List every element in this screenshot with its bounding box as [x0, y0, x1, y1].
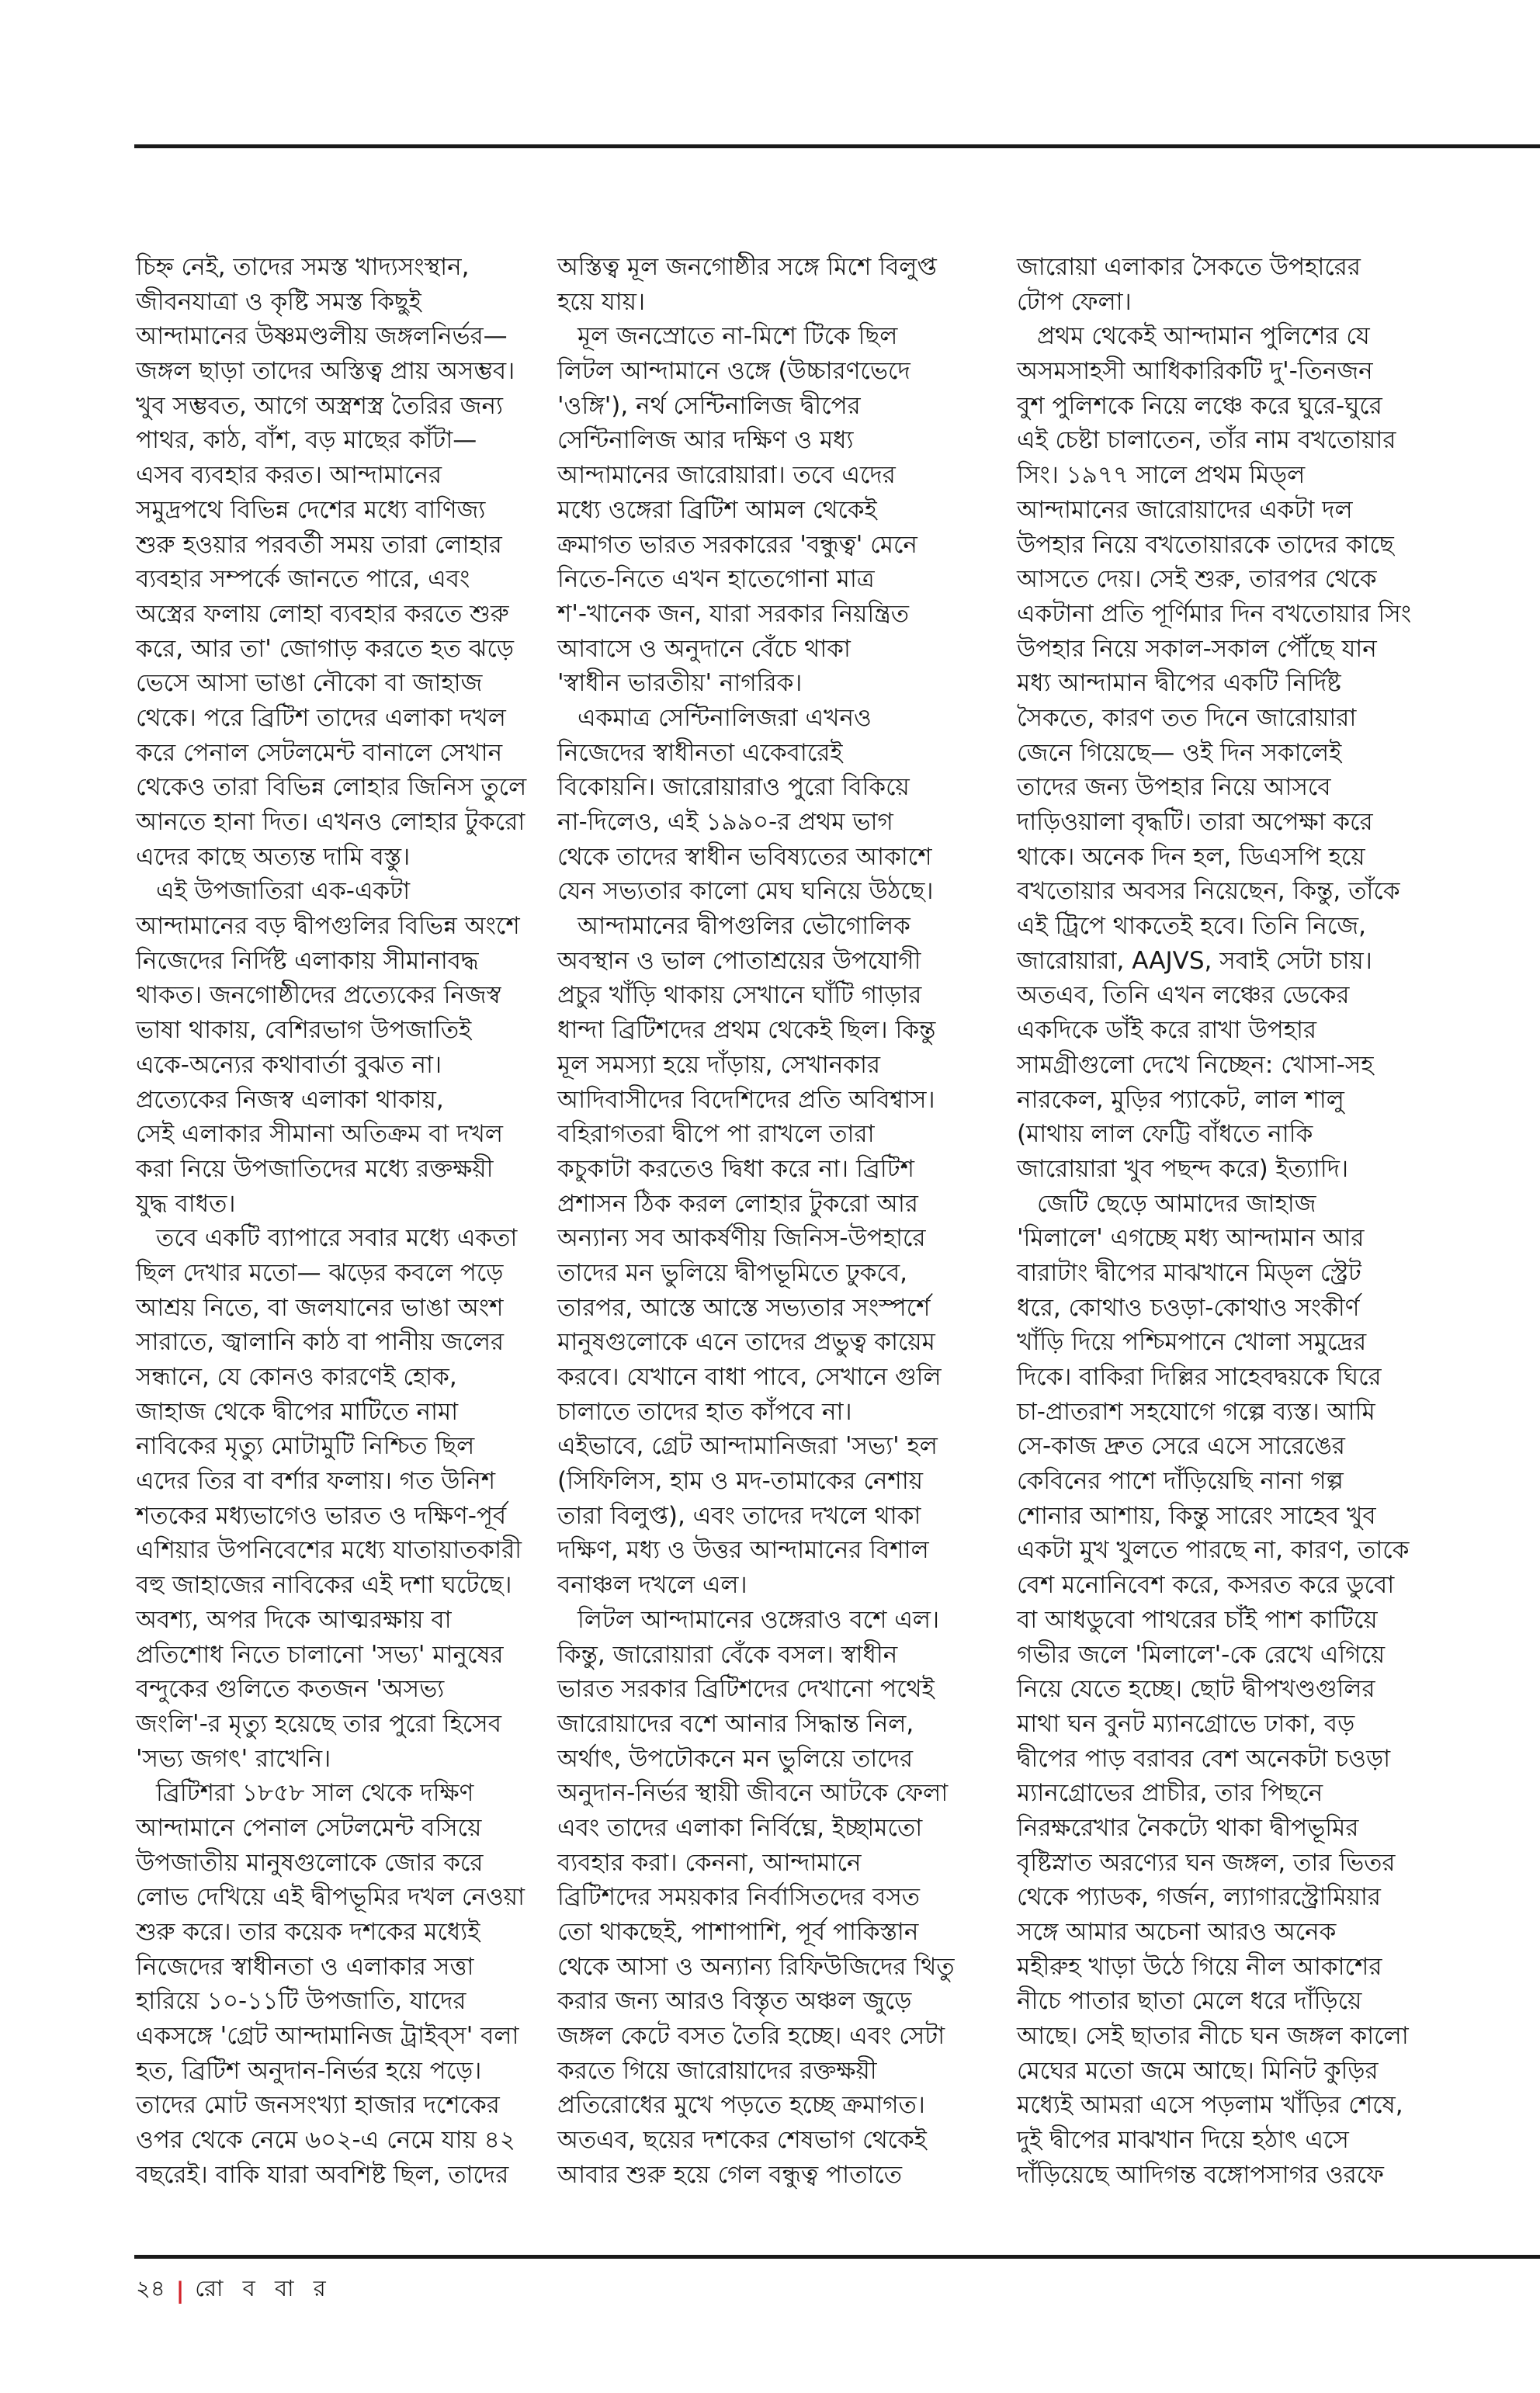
text-line: থেকে আসা ও অন্যান্য রিফিউজিদের থিতু — [557, 1952, 955, 1981]
text-line: প্রশাসন ঠিক করল লোহার টুকরো আর — [557, 1189, 918, 1218]
text-line: মূল সমস্যা হয়ে দাঁড়ায়, সেখানকার — [557, 1050, 881, 1079]
text-line: করবে। যেখানে বাধা পাবে, সেখানে গুলি — [557, 1363, 942, 1391]
text-line: বুশ পুলিশকে নিয়ে লঞ্চে করে ঘুরে-ঘুরে — [1017, 391, 1382, 420]
text-line: তবে একটি ব্যাপারে সবার মধ্যে একতা — [156, 1224, 518, 1253]
text-line: তাদের মন ভুলিয়ে দ্বীপভূমিতে ঢুকবে, — [557, 1258, 907, 1287]
text-line: জাহাজ থেকে দ্বীপের মাটিতে নামা — [136, 1397, 459, 1426]
text-line: নীচে পাতার ছাতা মেলে ধরে দাঁড়িয়ে — [1017, 1987, 1362, 2016]
text-line: লিটল আন্দামানের ওঙ্গেরাও বশে এল। — [578, 1605, 940, 1634]
text-line: হারিয়ে ১০-১১টি উপজাতি, যাদের — [136, 1987, 467, 2016]
text-line: আবার শুরু হয়ে গেল বন্ধুত্ব পাতাতে — [557, 2160, 903, 2189]
text-line: ব্রিটিশরা ১৮৫৮ সাল থেকে দক্ষিণ — [156, 1779, 474, 1808]
text-line: এসব ব্যবহার করত। আন্দামানের — [136, 461, 442, 490]
text-line: আদিবাসীদের বিদেশিদের প্রতি অবিশ্বাস। — [557, 1085, 935, 1114]
text-line: নিয়ে যেতে হচ্ছে। ছোট দ্বীপখণ্ডগুলির — [1017, 1675, 1375, 1704]
text-line: সেন্টিনালিজ আর দক্ষিণ ও মধ্য — [557, 426, 854, 455]
text-line: না-দিলেও, এই ১৯৯০-র প্রথম ভাগ — [557, 808, 893, 836]
text-line: (মাথায় লাল ফেট্টি বাঁধতে নাকি — [1017, 1120, 1313, 1149]
text-line: জারোয়াদের বশে আনার সিদ্ধান্ত নিল, — [557, 1709, 914, 1738]
paragraph — [136, 250, 571, 874]
text-line: বখতোয়ার অবসর নিয়েছেন, কিন্তু, তাঁকে — [1017, 877, 1400, 906]
text-line: প্রতিরোধের মুখে পড়তে হচ্ছে ক্রমাগত। — [557, 2091, 925, 2120]
text-line: ব্রিটিশদের সময়কার নির্বাসিতদের বসত — [557, 1883, 921, 1912]
text-line: একে-অন্যের কথাবার্তা বুঝত না। — [136, 1050, 442, 1079]
text-line: অর্থাৎ, উপঢৌকনে মন ভুলিয়ে তাদের — [557, 1744, 913, 1773]
text-line: লোভ দেখিয়ে এই দ্বীপভূমির দখল নেওয়া — [136, 1883, 525, 1912]
text-line: মধ্য আন্দামান দ্বীপের একটি নির্দিষ্ট — [1017, 669, 1341, 698]
text-line: চালাতে তাদের হাত কাঁপবে না। — [557, 1397, 852, 1426]
text-line: বিকোয়নি। জারোয়ারাও পুরো বিকিয়ে — [557, 773, 910, 802]
text-line: আন্দামানের বড় দ্বীপগুলির বিভিন্ন অংশে — [136, 912, 520, 941]
text-line: ব্যবহার করা। কেননা, আন্দামানে — [557, 1848, 862, 1877]
text-line: আবাসে ও অনুদানে বেঁচে থাকা — [557, 634, 851, 663]
paragraph — [1017, 250, 1452, 319]
text-line: ভারত সরকার ব্রিটিশদের দেখানো পথেই — [557, 1675, 935, 1704]
text-line: বারাটাং দ্বীপের মাঝখানে মিড্ল স্ট্রেট — [1017, 1258, 1361, 1287]
text-line: থেকে। পরে ব্রিটিশ তাদের এলাকা দখল — [136, 703, 506, 732]
text-line: প্রচুর খাঁড়ি থাকায় সেখানে ঘাঁটি গাড়ার — [557, 981, 922, 1010]
text-line: উপহার নিয়ে সকাল-সকাল পৌঁছে যান — [1017, 634, 1377, 663]
text-line: জারোয়ারা, AAJVS, সবাই সেটা চায়। — [1017, 946, 1372, 975]
text-line: বনাঞ্চল দখলে এল। — [557, 1571, 747, 1600]
text-line: বা আধডুবো পাথরের চাঁই পাশ কাটিয়ে — [1017, 1605, 1378, 1634]
text-line: থেকেও তারা বিভিন্ন লোহার জিনিস তুলে — [136, 773, 527, 802]
text-line: বহু জাহাজের নাবিকের এই দশা ঘটেছে। — [136, 1571, 512, 1600]
text-line: মেঘের মতো জমে আছে। মিনিট কুড়ির — [1017, 2056, 1379, 2085]
text-line: এই উপজাতিরা এক-একটা — [156, 877, 411, 906]
paragraph — [1017, 319, 1452, 1186]
text-line: মধ্যে ওঙ্গেরা ব্রিটিশ আমল থেকেই — [557, 495, 877, 524]
text-line: থেকে প্যাডক, গর্জন, ল্যাগারস্ট্রোমিয়ার — [1017, 1883, 1381, 1912]
text-line: শতকের মধ্যভাগেও ভারত ও দক্ষিণ-পূর্ব — [136, 1501, 507, 1530]
text-line: থাকে। অনেক দিন হল, ডিএসপি হয়ে — [1017, 842, 1365, 871]
text-line: উপহার নিয়ে বখতোয়ারকে তাদের কাছে — [1017, 530, 1394, 559]
paragraph — [557, 1603, 992, 2193]
text-line: বছরেই। বাকি যারা অবশিষ্ট ছিল, তাদের — [136, 2160, 509, 2189]
text-line: দুই দ্বীপের মাঝখান দিয়ে হঠাৎ এসে — [1017, 2126, 1349, 2155]
text-line: অতএব, তিনি এখন লঞ্চের ডেকের — [1017, 981, 1350, 1010]
top-divider — [134, 144, 1540, 148]
text-line: বন্দুকের গুলিতে কতজন 'অসভ্য — [136, 1675, 445, 1704]
text-line: যেন সভ্যতার কালো মেঘ ঘনিয়ে উঠছে। — [557, 877, 934, 906]
text-line: লিটল আন্দামানে ওঙ্গে (উচ্চারণভেদে — [557, 357, 910, 386]
text-line: চা-প্রাতরাশ সহযোগে গল্পে ব্যস্ত। আমি — [1017, 1397, 1375, 1426]
text-line: আন্দামানের জারোয়াদের একটা দল — [1017, 495, 1353, 524]
text-line: আন্দামানে পেনাল সেটলমেন্ট বসিয়ে — [136, 1813, 482, 1842]
text-line: অনুদান-নির্ভর স্থায়ী জীবনে আটকে ফেলা — [557, 1779, 949, 1808]
text-line: ক্রমাগত ভারত সরকারের 'বন্ধুত্ব' মেনে — [557, 530, 917, 559]
text-line: করার জন্য আরও বিস্তৃত অঞ্চল জুড়ে — [557, 1987, 912, 2016]
text-line: একটানা প্রতি পূর্ণিমার দিন বখতোয়ার সিং — [1017, 599, 1412, 628]
bottom-divider — [134, 2255, 1540, 2259]
text-line: চিহ্ন নেই, তাদের সমস্ত খাদ্যসংস্থান, — [136, 253, 470, 281]
text-line: তো থাকছেই, পাশাপাশি, পূর্ব পাকিস্তান — [557, 1918, 919, 1946]
text-line: খুব সম্ভবত, আগে অস্ত্রশস্ত্র তৈরির জন্য — [136, 391, 504, 420]
text-line: 'সভ্য জগৎ' রাখেনি। — [136, 1744, 331, 1773]
text-line: বেশ মনোনিবেশ করে, কসরত করে ডুবো — [1017, 1571, 1395, 1600]
text-line: জারোয়ারা খুব পছন্দ করে) ইত্যাদি। — [1017, 1154, 1349, 1183]
text-line: এই ট্রিপে থাকতেই হবে। তিনি নিজে, — [1017, 912, 1366, 941]
text-line: উপজাতীয় মানুষগুলোকে জোর করে — [136, 1848, 484, 1877]
text-line: তারপর, আস্তে আস্তে সভ্যতার সংস্পর্শে — [557, 1293, 931, 1322]
text-line: একদিকে ডাঁই করে রাখা উপহার — [1017, 1016, 1317, 1045]
text-line: 'মিলালে' এগচ্ছে মধ্য আন্দামান আর — [1017, 1224, 1365, 1253]
text-line: নারকেল, মুড়ির প্যাকেট, লাল শালু — [1017, 1085, 1344, 1114]
text-line: থেকে তাদের স্বাধীন ভবিষ্যতের আকাশে — [557, 842, 932, 871]
text-line: আনতে হানা দিত। এখনও লোহার টুকরো — [136, 808, 525, 836]
text-line: এইভাবে, গ্রেট আন্দামানিজরা 'সভ্য' হল — [557, 1432, 938, 1461]
text-line: 'স্বাধীন ভারতীয়' নাগরিক। — [557, 669, 803, 698]
page-number: ২৪ — [136, 2275, 165, 2301]
text-line: প্রতিশোধ নিতে চালানো 'সভ্য' মানুষের — [136, 1640, 504, 1669]
text-line: থাকত। জনগোষ্ঠীদের প্রত্যেকের নিজস্ব — [136, 981, 501, 1010]
text-line: অবস্থান ও ভাল পোতাশ্রয়ের উপযোগী — [557, 946, 921, 975]
text-line: দিকে। বাকিরা দিল্লির সাহেবদ্বয়কে ঘিরে — [1017, 1363, 1382, 1391]
text-line: অস্তিত্ব মূল জনগোষ্ঠীর সঙ্গে মিশে বিলুপ্ত — [557, 253, 937, 281]
text-line: অবশ্য, অপর দিকে আত্মরক্ষায় বা — [136, 1605, 452, 1634]
text-line: আছে। সেই ছাতার নীচে ঘন জঙ্গল কালো — [1017, 2022, 1409, 2051]
paragraph — [557, 250, 992, 319]
text-line: একসঙ্গে 'গ্রেট আন্দামানিজ ট্রাইব্স' বলা — [136, 2022, 519, 2051]
text-line: জঙ্গল ছাড়া তাদের অস্তিত্ব প্রায় অসম্ভব। — [136, 357, 515, 386]
text-line: দ্বীপের পাড় বরাবর বেশ অনেকটা চওড়া — [1017, 1744, 1391, 1773]
text-line: পাথর, কাঠ, বাঁশ, বড় মাছের কাঁটা— — [136, 426, 477, 455]
text-line: এশিয়ার উপনিবেশের মধ্যে যাতায়াতকারী — [136, 1536, 522, 1565]
text-line: হত, ব্রিটিশ অনুদান-নির্ভর হয়ে পড়ে। — [136, 2056, 482, 2085]
text-line: এই চেষ্টা চালাতেন, তাঁর নাম বখতোয়ার — [1017, 426, 1396, 455]
text-line: সিং। ১৯৭৭ সালে প্রথম মিড্ল — [1017, 461, 1306, 490]
text-line: অন্যান্য সব আকর্ষণীয় জিনিস-উপহারে — [557, 1224, 926, 1253]
paragraph — [557, 319, 992, 701]
paragraph — [1017, 1187, 1452, 2193]
text-line: দাড়িওয়ালা বৃদ্ধটি। তারা অপেক্ষা করে — [1017, 808, 1373, 836]
text-line: অতএব, ছয়ের দশকের শেষভাগ থেকেই — [557, 2126, 927, 2155]
paragraph — [136, 1221, 571, 1776]
text-line: কচুকাটা করতেও দ্বিধা করে না। ব্রিটিশ — [557, 1154, 914, 1183]
text-line: যুদ্ধ বাধত। — [136, 1189, 236, 1218]
text-line: শ'-খানেক জন, যারা সরকার নিয়ন্ত্রিত — [557, 599, 909, 628]
footer-separator: | — [175, 2277, 185, 2304]
text-line: করতে গিয়ে জারোয়াদের রক্তক্ষয়ী — [557, 2056, 877, 2085]
text-line: অস্ত্রের ফলায় লোহা ব্যবহার করতে শুরু — [136, 599, 509, 628]
paragraph — [136, 874, 571, 1221]
page-footer — [136, 2271, 332, 2309]
text-line: সৈকতে, কারণ তত দিনে জারোয়ারা — [1017, 703, 1357, 732]
text-line: নিজেদের স্বাধীনতা একেবারেই — [557, 738, 843, 767]
text-line: আন্দামানের দ্বীপগুলির ভৌগোলিক — [578, 912, 910, 941]
text-line: অসমসাহসী আধিকারিকটি দু'-তিনজন — [1017, 357, 1373, 386]
text-line: তাদের মোট জনসংখ্যা হাজার দশেকের — [136, 2091, 500, 2120]
text-line: শোনার আশায়, কিন্তু সারেং সাহেব খুব — [1017, 1501, 1376, 1530]
text-line: একটা মুখ খুলতে পারছে না, কারণ, তাকে — [1017, 1536, 1410, 1565]
text-line: প্রত্যেকের নিজস্ব এলাকা থাকায়, — [136, 1085, 444, 1114]
text-line: ভাষা থাকায়, বেশিরভাগ উপজাতিই — [136, 1016, 472, 1045]
text-line: আন্দামানের জারোয়ারা। তবে এদের — [557, 461, 896, 490]
text-line: এদের কাছে অত্যন্ত দামি বস্তু। — [136, 842, 411, 871]
text-line: আন্দামানের উষ্ণমণ্ডলীয় জঙ্গলনির্ভর— — [136, 322, 508, 351]
text-line: কেবিনের পাশে দাঁড়িয়েছি নানা গল্প — [1017, 1467, 1344, 1496]
text-line: নিতে-নিতে এখন হাতেগোনা মাত্র — [557, 565, 875, 594]
text-line: মাথা ঘন বুনট ম্যানগ্রোভে ঢাকা, বড় — [1017, 1709, 1355, 1738]
text-line: সঙ্গে আমার অচেনা আরও অনেক — [1017, 1918, 1337, 1946]
text-line: জারোয়া এলাকার সৈকতে উপহারের — [1017, 253, 1361, 281]
text-line: তাদের জন্য উপহার নিয়ে আসবে — [1017, 773, 1331, 802]
text-line: মানুষগুলোকে এনে তাদের প্রভুত্ব কায়েম — [557, 1328, 935, 1357]
text-line: জেটি ছেড়ে আমাদের জাহাজ — [1037, 1189, 1316, 1218]
text-line: বৃষ্টিস্নাত অরণ্যের ঘন জঙ্গল, তার ভিতর — [1017, 1848, 1396, 1877]
article-column-1 — [136, 250, 571, 2193]
text-line: হয়ে যায়। — [557, 287, 646, 316]
text-line: শুরু করে। তার কয়েক দশকের মধ্যেই — [136, 1918, 480, 1946]
text-line: নিরক্ষরেখার নৈকট্যে থাকা দ্বীপভূমির — [1017, 1813, 1359, 1842]
paragraph — [557, 701, 992, 909]
text-line: বহিরাগতরা দ্বীপে পা রাখলে তারা — [557, 1120, 875, 1149]
text-line: মহীরুহ খাড়া উঠে গিয়ে নীল আকাশের — [1017, 1952, 1382, 1981]
text-line: তারা বিলুপ্ত), এবং তাদের দখলে থাকা — [557, 1501, 921, 1530]
article-column-3 — [1017, 250, 1452, 2193]
text-line: জীবনযাত্রা ও কৃষ্টি সমস্ত কিছুই — [136, 287, 421, 316]
text-line: টোপ ফেলা। — [1017, 287, 1132, 316]
text-line: ধরে, কোথাও চওড়া-কোথাও সংকীর্ণ — [1017, 1293, 1360, 1322]
text-line: এদের তির বা বর্শার ফলায়। গত উনিশ — [136, 1467, 496, 1496]
text-line: ছিল দেখার মতো— ঝড়ের কবলে পড়ে — [136, 1258, 504, 1287]
text-line: (সিফিলিস, হাম ও মদ-তামাকের নেশায় — [557, 1467, 923, 1496]
text-line: একমাত্র সেন্টিনালিজরা এখনও — [578, 703, 872, 732]
text-line: ব্যবহার সম্পর্কে জানতে পারে, এবং — [136, 565, 470, 594]
text-line: এবং তাদের এলাকা নির্বিঘ্নে, ইচ্ছামতো — [557, 1813, 923, 1842]
text-line: ভেসে আসা ভাঙা নৌকো বা জাহাজ — [136, 669, 483, 698]
text-line: করে পেনাল সেটলমেন্ট বানালে সেখান — [136, 738, 503, 767]
text-line: সেই এলাকার সীমানা অতিক্রম বা দখল — [136, 1120, 503, 1149]
text-line: সমুদ্রপথে বিভিন্ন দেশের মধ্যে বাণিজ্য — [136, 495, 486, 524]
text-line: আসতে দেয়। সেই শুরু, তারপর থেকে — [1017, 565, 1377, 594]
text-line: আশ্রয় নিতে, বা জলযানের ভাঙা অংশ — [136, 1293, 504, 1322]
text-line: শুরু হওয়ার পরবর্তী সময় তারা লোহার — [136, 530, 502, 559]
text-line: জংলি'-র মৃত্যু হয়েছে তার পুরো হিসেব — [136, 1709, 501, 1738]
text-line: ধান্দা ব্রিটিশদের প্রথম থেকেই ছিল। কিন্তু — [557, 1016, 936, 1045]
paragraph — [136, 1776, 571, 2192]
text-line: খাঁড়ি দিয়ে পশ্চিমপানে খোলা সমুদ্রের — [1017, 1328, 1367, 1357]
text-line: জেনে গিয়েছে— ওই দিন সকালেই — [1017, 738, 1342, 767]
text-line: ওপর থেকে নেমে ৬০২-এ নেমে যায় ৪২ — [136, 2126, 515, 2155]
text-line: সন্ধানে, যে কোনও কারণেই হোক, — [136, 1363, 457, 1391]
text-line: নাবিকের মৃত্যু মোটামুটি নিশ্চিত ছিল — [136, 1432, 475, 1461]
text-line: নিজেদের নির্দিষ্ট এলাকায় সীমানাবদ্ধ — [136, 946, 479, 975]
text-line: করে, আর তা' জোগাড় করতে হত ঝড়ে — [136, 634, 514, 663]
text-line: সারাতে, জ্বালানি কাঠ বা পানীয় জলের — [136, 1328, 505, 1357]
magazine-name: রো ব বা র — [195, 2275, 332, 2301]
paragraph — [557, 909, 992, 1603]
text-line: 'ওঙ্গি'), নর্থ সেন্টিনালিজ দ্বীপের — [557, 391, 861, 420]
text-line: ম্যানগ্রোভের প্রাচীর, তার পিছনে — [1017, 1779, 1323, 1808]
text-line: দাঁড়িয়েছে আদিগন্ত বঙ্গোপসাগর ওরফে — [1017, 2160, 1384, 2189]
text-line: দক্ষিণ, মধ্য ও উত্তর আন্দামানের বিশাল — [557, 1536, 929, 1565]
text-line: করা নিয়ে উপজাতিদের মধ্যে রক্তক্ষয়ী — [136, 1154, 494, 1183]
article-column-2 — [557, 250, 992, 2193]
text-line: মূল জনস্রোতে না-মিশে টিকে ছিল — [578, 322, 898, 351]
text-line: জঙ্গল কেটে বসত তৈরি হচ্ছে। এবং সেটা — [557, 2022, 945, 2051]
text-line: সামগ্রীগুলো দেখে নিচ্ছেন: খোসা-সহ — [1017, 1050, 1374, 1079]
text-line: গভীর জলে 'মিলালে'-কে রেখে এগিয়ে — [1017, 1640, 1386, 1669]
text-line: প্রথম থেকেই আন্দামান পুলিশের যে — [1037, 322, 1370, 351]
text-line: সে-কাজ দ্রুত সেরে এসে সারেঙের — [1017, 1432, 1345, 1461]
text-line: কিন্তু, জারোয়ারা বেঁকে বসল। স্বাধীন — [557, 1640, 898, 1669]
text-line: নিজেদের স্বাধীনতা ও এলাকার সত্তা — [136, 1952, 474, 1981]
text-line: মধ্যেই আমরা এসে পড়লাম খাঁড়ির শেষে, — [1017, 2091, 1403, 2120]
